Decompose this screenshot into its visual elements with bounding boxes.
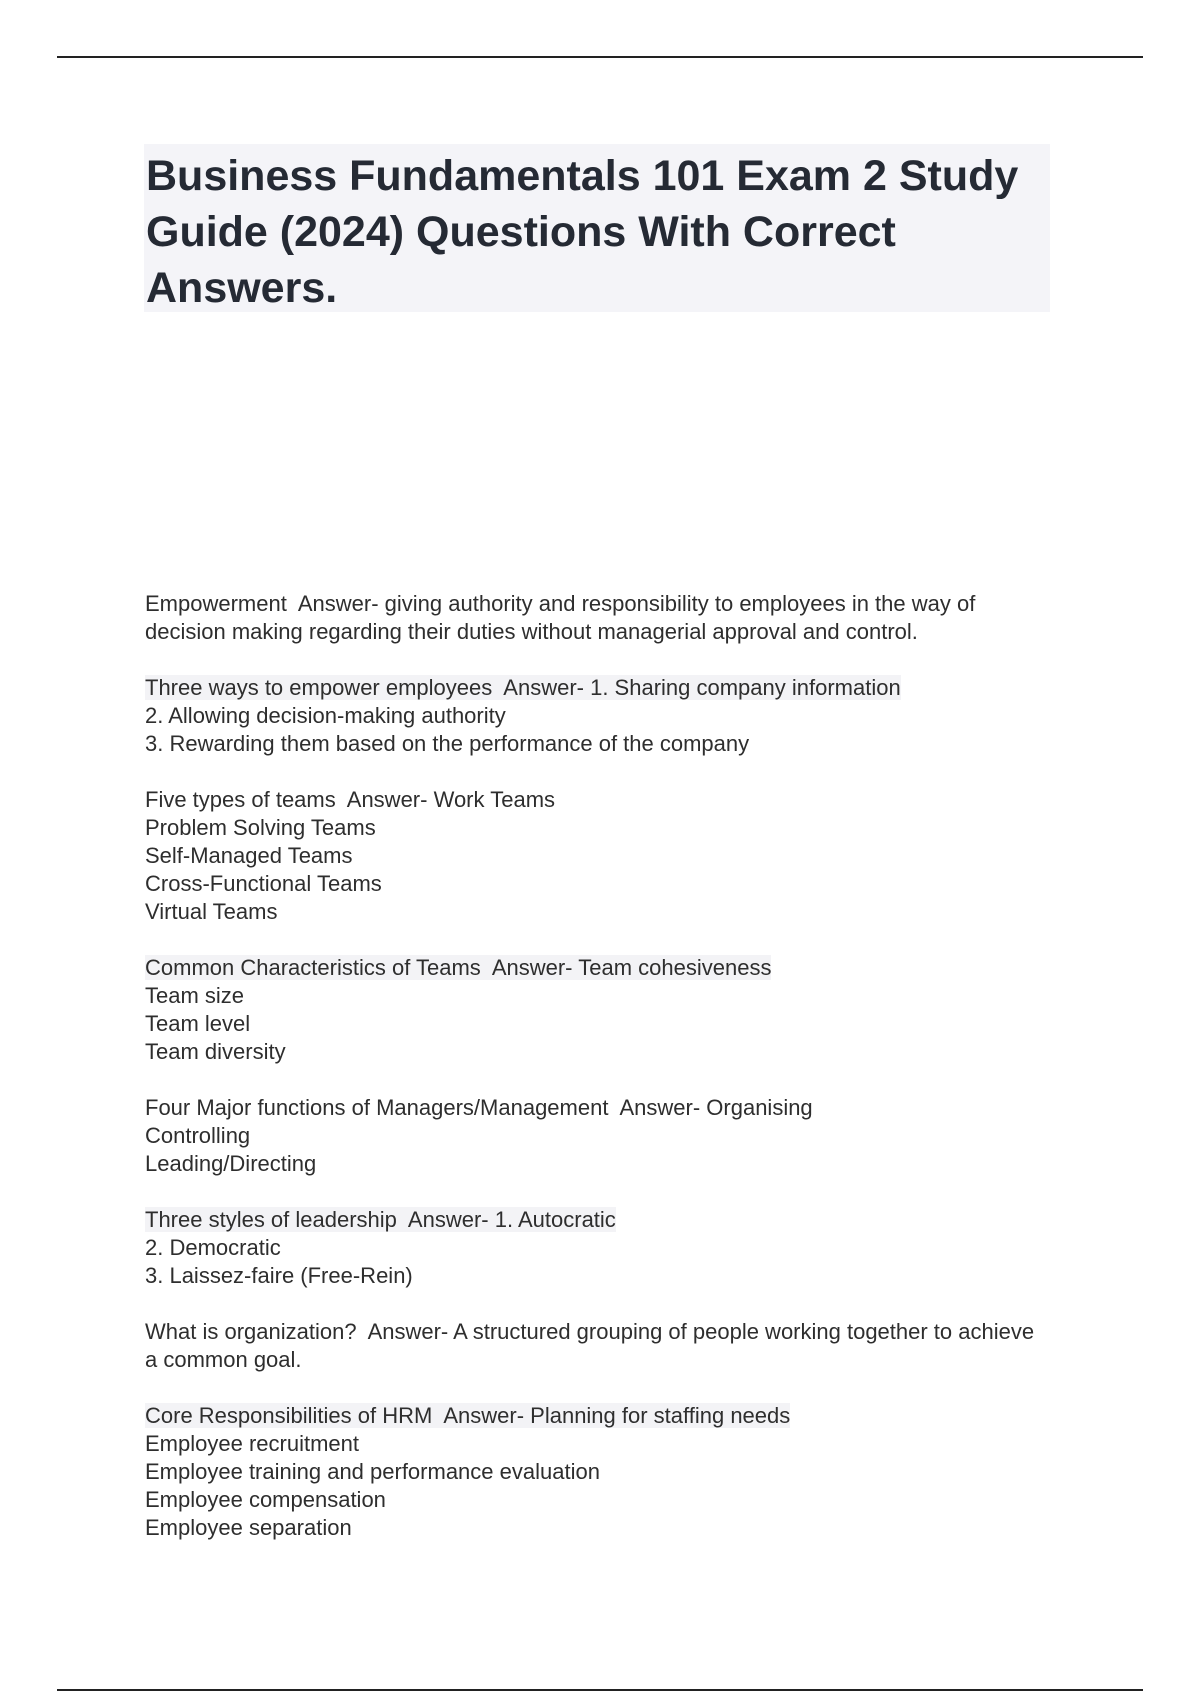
answer-line: Self-Managed Teams bbox=[145, 843, 353, 868]
answer-line: Employee separation bbox=[145, 1515, 352, 1540]
answer-line: 3. Rewarding them based on the performance of the company bbox=[145, 731, 750, 756]
answer-line: Team diversity bbox=[145, 1039, 286, 1064]
qa-first-line bbox=[145, 674, 1045, 702]
answer-label: Answer- bbox=[367, 1319, 449, 1344]
qa-first-line bbox=[145, 1206, 1045, 1234]
qa-item-organization bbox=[145, 1318, 1045, 1374]
qa-item-hrm-responsibilities bbox=[145, 1402, 1045, 1542]
document-title: Business Fundamentals 101 Exam 2 Study Guide (2024) Questions With Correct Answers. bbox=[146, 152, 1019, 312]
answer-text: 1. Sharing company information bbox=[590, 675, 901, 700]
question-text: Three ways to empower employees bbox=[145, 675, 493, 700]
answer-label: Answer- bbox=[619, 1095, 701, 1120]
qa-item-management-functions bbox=[145, 1094, 1045, 1178]
answer-line: Leading/Directing bbox=[145, 1151, 317, 1176]
qa-first-line bbox=[145, 786, 1045, 814]
answer-line: 3. Laissez-faire (Free-Rein) bbox=[145, 1263, 413, 1288]
answer-label: Answer- bbox=[491, 955, 573, 980]
qa-first-line bbox=[145, 1318, 1045, 1374]
answer-line: Employee compensation bbox=[145, 1487, 386, 1512]
answer-label: Answer- bbox=[503, 675, 584, 700]
answer-label: Answer- bbox=[346, 787, 428, 812]
title-block bbox=[144, 144, 1050, 312]
question-text: What is organization? bbox=[145, 1319, 357, 1344]
answer-line: Virtual Teams bbox=[145, 899, 278, 924]
answer-label: Answer- bbox=[297, 591, 379, 616]
answer-text: A structured grouping of people working together to achieve a common goal. bbox=[145, 1319, 1035, 1372]
qa-item-team-types bbox=[145, 786, 1045, 926]
qa-first-line bbox=[145, 590, 1045, 646]
qa-item-empower-ways bbox=[145, 674, 1045, 758]
answer-text: 1. Autocratic bbox=[494, 1207, 616, 1232]
footer-rule bbox=[57, 1689, 1143, 1691]
answer-line: 2. Democratic bbox=[145, 1235, 281, 1260]
question-text: Common Characteristics of Teams bbox=[145, 955, 481, 980]
answer-label: Answer- bbox=[407, 1207, 489, 1232]
answer-line: Problem Solving Teams bbox=[145, 815, 376, 840]
answer-text: Work Teams bbox=[433, 787, 556, 812]
answer-line: Team level bbox=[145, 1011, 251, 1036]
question-text: Three styles of leadership bbox=[145, 1207, 397, 1232]
answer-text: giving authority and responsibility to employees in the way of decision making regarding their duties without managerial approval and control. bbox=[145, 591, 976, 644]
answer-line: Cross-Functional Teams bbox=[145, 871, 382, 896]
answer-text: Planning for staffing needs bbox=[530, 1403, 791, 1428]
question-text: Core Responsibilities of HRM bbox=[145, 1403, 433, 1428]
answer-line: Employee training and performance evaluation bbox=[145, 1459, 600, 1484]
answer-line: 2. Allowing decision-making authority bbox=[145, 703, 506, 728]
qa-item-leadership-styles bbox=[145, 1206, 1045, 1290]
answer-line: Controlling bbox=[145, 1123, 251, 1148]
qa-item-team-characteristics bbox=[145, 954, 1045, 1066]
qa-first-line bbox=[145, 1402, 1045, 1430]
answer-text: Team cohesiveness bbox=[578, 955, 772, 980]
answer-line: Employee recruitment bbox=[145, 1431, 359, 1456]
qa-first-line bbox=[145, 954, 1045, 982]
answer-text: Organising bbox=[706, 1095, 813, 1120]
qa-first-line bbox=[145, 1094, 1045, 1122]
qa-list bbox=[145, 590, 1045, 1570]
qa-item-empowerment bbox=[145, 590, 1045, 646]
answer-label: Answer- bbox=[443, 1403, 525, 1428]
answer-line: Team size bbox=[145, 983, 245, 1008]
question-text: Empowerment bbox=[145, 591, 287, 616]
question-text: Five types of teams bbox=[145, 787, 336, 812]
header-rule bbox=[57, 56, 1143, 58]
question-text: Four Major functions of Managers/Management bbox=[145, 1095, 609, 1120]
